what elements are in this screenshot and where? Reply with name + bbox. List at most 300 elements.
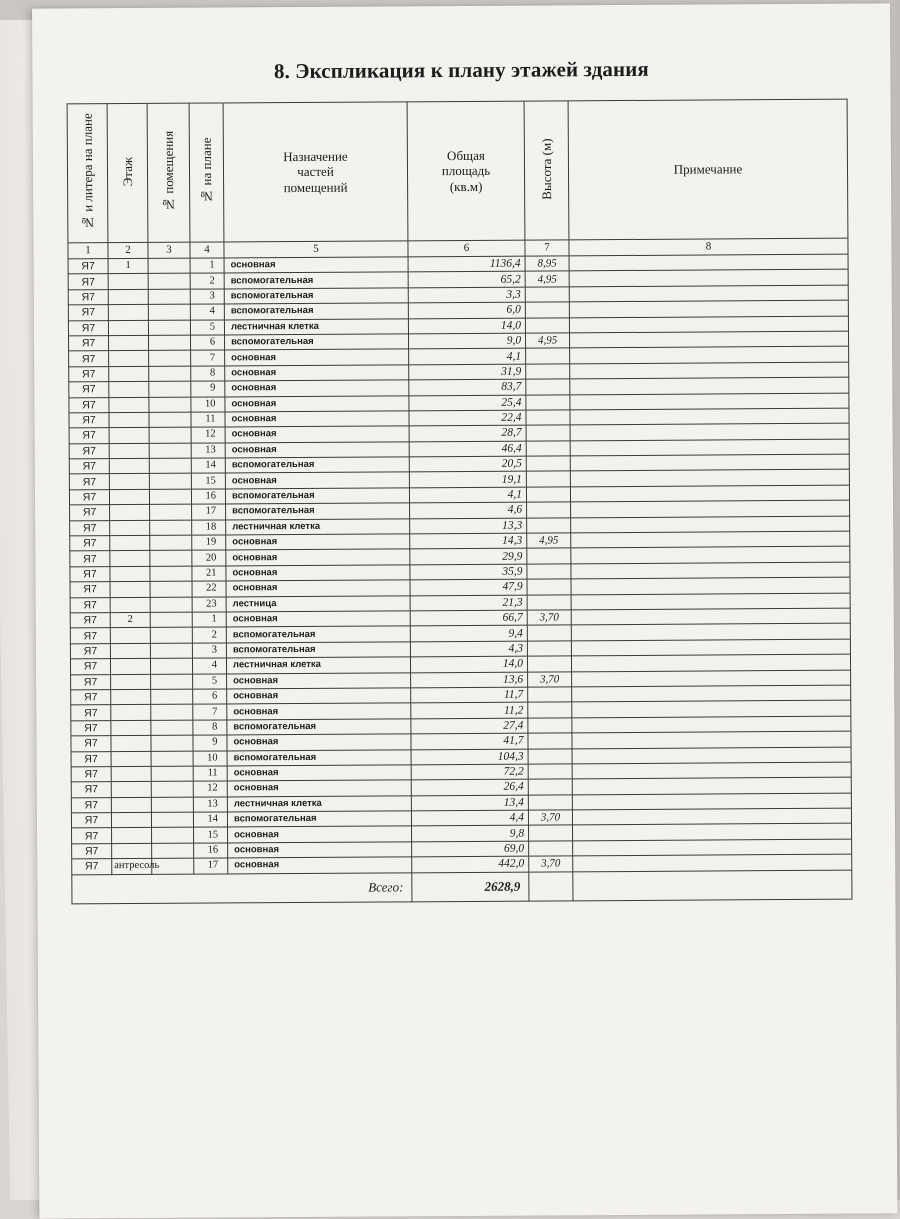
cell-purpose: основная [225, 365, 409, 382]
cell-plan-num: 11 [191, 412, 225, 428]
cell-floor [109, 428, 149, 444]
cell-purpose: основная [227, 688, 411, 705]
page-title: 8. Экспликация к плану этажей здания [273, 56, 649, 84]
cell-note [571, 608, 850, 625]
cell-floor [110, 535, 150, 551]
cell-lit: Я7 [71, 690, 111, 706]
cell-lit: Я7 [71, 813, 111, 829]
cell-floor [112, 828, 152, 844]
cell-purpose: вспомогательная [225, 457, 409, 474]
cell-plan-num: 3 [190, 289, 224, 305]
cell-room [150, 535, 192, 551]
cell-purpose: основная [226, 611, 410, 628]
cell-height [526, 410, 570, 426]
cell-lit: Я7 [70, 505, 110, 521]
cell-note [572, 685, 851, 702]
cell-lit: Я7 [71, 767, 111, 783]
cell-purpose: вспомогательная [224, 288, 408, 305]
cell-floor [109, 474, 149, 490]
cell-area: 65,2 [408, 272, 525, 288]
cell-purpose: вспомогательная [226, 642, 410, 659]
cell-floor [111, 674, 151, 690]
cell-room [150, 612, 192, 628]
cell-plan-num: 5 [193, 673, 227, 689]
cell-plan-num: 6 [193, 689, 227, 705]
cell-plan-num: 14 [191, 458, 225, 474]
cell-note [569, 285, 848, 302]
cell-area: 83,7 [409, 379, 526, 395]
cell-room [150, 566, 192, 582]
cell-room [149, 351, 191, 367]
total-height-empty [529, 871, 573, 900]
cell-plan-num: 14 [193, 812, 227, 828]
cell-plan-num: 10 [193, 750, 227, 766]
cell-lit: Я7 [69, 413, 109, 429]
cell-floor [110, 505, 150, 521]
cell-area: 9,0 [409, 333, 526, 349]
cell-plan-num: 4 [190, 304, 224, 320]
cell-purpose: основная [226, 580, 410, 597]
cell-lit: Я7 [72, 859, 112, 875]
cell-floor [110, 520, 150, 536]
cell-floor [109, 366, 149, 382]
cell-lit: Я7 [70, 566, 110, 582]
cell-plan-num: 19 [192, 535, 226, 551]
cell-height: 8,95 [525, 256, 569, 272]
cell-lit: Я7 [70, 643, 110, 659]
cell-plan-num: 17 [192, 504, 226, 520]
column-number: 4 [190, 242, 224, 258]
cell-room [150, 658, 192, 674]
cell-floor [111, 766, 151, 782]
cell-note [570, 423, 849, 440]
cell-lit: Я7 [68, 274, 108, 290]
cell-floor [109, 397, 149, 413]
header-row [67, 99, 848, 243]
total-note-empty [573, 870, 852, 901]
cell-purpose: основная [226, 549, 410, 566]
cell-plan-num: 6 [191, 335, 225, 351]
cell-plan-num: 22 [192, 581, 226, 597]
cell-note [569, 270, 848, 287]
cell-purpose: вспомогательная [225, 334, 409, 351]
cell-area: 47,9 [410, 579, 527, 595]
cell-plan-num: 9 [191, 381, 225, 397]
cell-plan-num: 20 [192, 550, 226, 566]
cell-note [570, 454, 849, 471]
total-row [72, 870, 852, 904]
cell-lit: Я7 [70, 613, 110, 629]
cell-floor [109, 382, 149, 398]
cell-area: 4,3 [410, 641, 527, 657]
cell-area: 35,9 [410, 564, 527, 580]
cell-plan-num: 3 [192, 643, 226, 659]
cell-area: 26,4 [411, 779, 528, 795]
cell-note [572, 670, 851, 687]
column-number: 1 [68, 243, 108, 259]
cell-purpose: основная [226, 534, 410, 551]
cell-plan-num: 5 [190, 320, 224, 336]
cell-lit: Я7 [72, 828, 112, 844]
cell-height: 4,95 [525, 333, 569, 349]
cell-height: 4,95 [527, 533, 571, 549]
cell-room [149, 458, 191, 474]
cell-room [149, 335, 191, 351]
cell-room [148, 304, 190, 320]
cell-lit: Я7 [71, 720, 111, 736]
cell-note [571, 593, 850, 610]
cell-purpose: основная [227, 703, 411, 720]
cell-purpose: лестничная клетка [227, 795, 411, 812]
cell-note [571, 624, 850, 641]
cell-note [572, 808, 851, 825]
cell-height [528, 748, 572, 764]
cell-height [527, 656, 571, 672]
cell-plan-num: 17 [194, 858, 228, 874]
cell-plan-num: 9 [193, 735, 227, 751]
cell-room [150, 597, 192, 613]
cell-area: 69,0 [412, 841, 529, 857]
cell-room [151, 689, 193, 705]
cell-note [573, 824, 852, 841]
cell-purpose: вспомогательная [227, 749, 411, 766]
cell-height [526, 394, 570, 410]
cell-note [571, 531, 850, 548]
header-room: № помещения [147, 103, 190, 242]
cell-area: 46,4 [409, 441, 526, 457]
total-label: Всего: [72, 872, 412, 903]
cell-floor [110, 582, 150, 598]
cell-plan-num: 15 [194, 827, 228, 843]
cell-note [571, 639, 850, 656]
cell-room [149, 381, 191, 397]
cell-room [148, 289, 190, 305]
cell-room [149, 397, 191, 413]
cell-area: 31,9 [409, 364, 526, 380]
cell-room [152, 828, 194, 844]
cell-area: 13,4 [411, 795, 528, 811]
cell-purpose: основная [228, 857, 412, 874]
cell-note [569, 254, 848, 271]
cell-purpose: основная [227, 672, 411, 689]
cell-area: 27,4 [411, 718, 528, 734]
cell-lit: Я7 [69, 490, 109, 506]
cell-floor [110, 566, 150, 582]
cell-height [526, 487, 570, 503]
cell-purpose: вспомогательная [227, 811, 411, 828]
cell-height: 4,95 [525, 271, 569, 287]
cell-plan-num: 13 [193, 797, 227, 813]
cell-note [573, 854, 852, 871]
cell-height: 3,70 [528, 671, 572, 687]
cell-purpose: основная [225, 349, 409, 366]
cell-room [150, 551, 192, 567]
cell-plan-num: 2 [190, 273, 224, 289]
cell-room [150, 504, 192, 520]
cell-lit: Я7 [70, 659, 110, 675]
header-area: Общая площадь (кв.м) [407, 101, 525, 241]
header-note: Примечание [568, 99, 848, 240]
document-page [32, 3, 897, 1218]
cell-lit: Я7 [68, 289, 108, 305]
cell-lit: Я7 [70, 582, 110, 598]
header-height: Высота (м) [524, 101, 569, 240]
cell-purpose: вспомогательная [224, 303, 408, 320]
cell-area: 4,6 [410, 502, 527, 518]
cell-note [570, 470, 849, 487]
cell-height [527, 564, 571, 580]
cell-room [152, 843, 194, 859]
cell-purpose: основная [225, 426, 409, 443]
cell-floor [110, 551, 150, 567]
cell-lit: Я7 [69, 397, 109, 413]
cell-room [151, 812, 193, 828]
cell-height [525, 317, 569, 333]
cell-purpose: основная [225, 395, 409, 412]
cell-note [571, 516, 850, 533]
cell-area: 14,0 [410, 656, 527, 672]
cell-height [527, 502, 571, 518]
cell-floor [108, 274, 148, 290]
cell-height [527, 594, 571, 610]
cell-height [528, 687, 572, 703]
cell-room [151, 781, 193, 797]
cell-purpose: основная [227, 780, 411, 797]
cell-lit: Я7 [71, 797, 111, 813]
cell-note [572, 762, 851, 779]
cell-floor [111, 797, 151, 813]
cell-height [526, 364, 570, 380]
cell-area: 4,1 [409, 348, 526, 364]
cell-note [572, 731, 851, 748]
cell-lit: Я7 [69, 474, 109, 490]
cell-area: 1136,4 [408, 256, 525, 272]
cell-floor [109, 351, 149, 367]
cell-height: 3,70 [528, 810, 572, 826]
header-plan-num: № на плане [189, 103, 224, 242]
cell-floor [108, 320, 148, 336]
cell-height [528, 764, 572, 780]
cell-plan-num: 15 [191, 473, 225, 489]
cell-area: 9,8 [412, 826, 529, 842]
cell-note [572, 747, 851, 764]
cell-area: 19,1 [409, 472, 526, 488]
cell-area: 14,3 [410, 533, 527, 549]
cell-plan-num: 8 [191, 366, 225, 382]
total-value: 2628,9 [412, 872, 529, 902]
cell-room [150, 581, 192, 597]
cell-room [151, 704, 193, 720]
cell-area: 29,9 [410, 549, 527, 565]
cell-note [572, 777, 851, 794]
cell-plan-num: 10 [191, 396, 225, 412]
cell-area: 72,2 [411, 764, 528, 780]
cell-purpose: основная [227, 765, 411, 782]
cell-area: 11,7 [411, 687, 528, 703]
cell-floor [109, 443, 149, 459]
cell-note [569, 316, 848, 333]
cell-height [527, 548, 571, 564]
cell-lit: Я7 [69, 428, 109, 444]
cell-room [149, 366, 191, 382]
cell-area: 22,4 [409, 410, 526, 426]
cell-lit: Я7 [68, 320, 108, 336]
cell-note [571, 562, 850, 579]
cell-lit: Я7 [70, 520, 110, 536]
cell-floor [110, 659, 150, 675]
cell-area: 13,3 [410, 518, 527, 534]
cell-floor [111, 720, 151, 736]
cell-lit: Я7 [71, 705, 111, 721]
cell-area: 4,4 [411, 810, 528, 826]
cell-floor [111, 689, 151, 705]
cell-height [528, 718, 572, 734]
cell-purpose: лестница [226, 595, 410, 612]
cell-lit: Я7 [69, 459, 109, 475]
cell-height [528, 733, 572, 749]
cell-height [528, 702, 572, 718]
header-floor: Этаж [107, 103, 148, 242]
cell-area: 442,0 [412, 856, 529, 872]
cell-room [151, 766, 193, 782]
cell-floor: 2 [110, 612, 150, 628]
cell-floor [108, 305, 148, 321]
cell-floor: 1 [108, 258, 148, 274]
column-number: 2 [108, 242, 148, 258]
cell-plan-num: 11 [193, 766, 227, 782]
cell-room [150, 520, 192, 536]
cell-purpose: вспомогательная [226, 626, 410, 643]
cell-plan-num: 21 [192, 566, 226, 582]
column-number: 6 [408, 240, 525, 257]
cell-plan-num: 12 [191, 427, 225, 443]
cell-room [148, 320, 190, 336]
cell-purpose: вспомогательная [224, 272, 408, 289]
cell-height [526, 441, 570, 457]
cell-purpose: основная [228, 826, 412, 843]
column-number: 5 [224, 241, 408, 258]
cell-note [571, 577, 850, 594]
header-lit: № и литера на плане [67, 104, 108, 243]
cell-floor [111, 736, 151, 752]
cell-area: 9,4 [410, 625, 527, 641]
cell-area: 4,1 [409, 487, 526, 503]
cell-area: 13,6 [411, 672, 528, 688]
column-number: 3 [148, 242, 190, 258]
cell-area: 66,7 [410, 610, 527, 626]
cell-floor [111, 705, 151, 721]
cell-room [148, 274, 190, 290]
cell-room [151, 797, 193, 813]
cell-plan-num: 7 [193, 704, 227, 720]
cell-lit: Я7 [71, 751, 111, 767]
cell-room [148, 258, 190, 274]
cell-room [151, 720, 193, 736]
cell-plan-num: 12 [193, 781, 227, 797]
cell-height [526, 379, 570, 395]
cell-lit: Я7 [68, 259, 108, 275]
cell-purpose: вспомогательная [226, 503, 410, 520]
explication-table-wrap [67, 99, 852, 904]
cell-room [149, 489, 191, 505]
cell-note [570, 485, 849, 502]
cell-lit: Я7 [69, 382, 109, 398]
cell-lit: Я7 [71, 782, 111, 798]
cell-plan-num: 16 [191, 489, 225, 505]
cell-purpose: основная [227, 734, 411, 751]
cell-area: 41,7 [411, 733, 528, 749]
cell-height [525, 302, 569, 318]
cell-area: 3,3 [408, 287, 525, 303]
cell-height [526, 471, 570, 487]
cell-height [528, 779, 572, 795]
cell-note [571, 654, 850, 671]
cell-plan-num: 18 [192, 520, 226, 536]
cell-height [527, 517, 571, 533]
cell-lit: Я7 [69, 366, 109, 382]
cell-area: 104,3 [411, 749, 528, 765]
cell-floor [110, 597, 150, 613]
header-purpose: Назначение частей помещений [223, 102, 408, 242]
cell-plan-num: 7 [191, 350, 225, 366]
cell-purpose: основная [228, 842, 412, 859]
cell-height [529, 841, 573, 857]
cell-room [149, 474, 191, 490]
cell-area: 21,3 [410, 595, 527, 611]
cell-room [150, 643, 192, 659]
cell-lit: Я7 [69, 443, 109, 459]
cell-plan-num: 2 [192, 627, 226, 643]
cell-note [570, 393, 849, 410]
cell-plan-num: 1 [190, 258, 224, 274]
cell-purpose: основная [225, 411, 409, 428]
cell-room [150, 628, 192, 644]
cell-lit: Я7 [68, 305, 108, 321]
cell-floor [111, 782, 151, 798]
cell-plan-num: 16 [194, 843, 228, 859]
cell-purpose: лестничная клетка [226, 518, 410, 535]
cell-purpose: основная [225, 442, 409, 459]
cell-plan-num: 23 [192, 597, 226, 613]
cell-purpose: лестничная клетка [224, 318, 408, 335]
cell-floor [109, 335, 149, 351]
cell-height [527, 579, 571, 595]
cell-room [149, 443, 191, 459]
cell-lit: Я7 [70, 628, 110, 644]
cell-note [569, 300, 848, 317]
cell-floor [111, 751, 151, 767]
cell-height [526, 456, 570, 472]
cell-note [570, 346, 849, 363]
cell-purpose: вспомогательная [227, 719, 411, 736]
table-body [68, 254, 852, 874]
cell-lit: Я7 [70, 551, 110, 567]
cell-room [151, 674, 193, 690]
cell-floor [109, 489, 149, 505]
cell-height [529, 825, 573, 841]
cell-area: 20,5 [409, 456, 526, 472]
cell-note [572, 793, 851, 810]
cell-area: 11,2 [411, 702, 528, 718]
cell-height [526, 425, 570, 441]
cell-area: 14,0 [408, 318, 525, 334]
cell-room [151, 751, 193, 767]
cell-floor [111, 812, 151, 828]
cell-area: 28,7 [409, 425, 526, 441]
cell-note [570, 377, 849, 394]
cell-room [149, 427, 191, 443]
cell-floor [109, 458, 149, 474]
